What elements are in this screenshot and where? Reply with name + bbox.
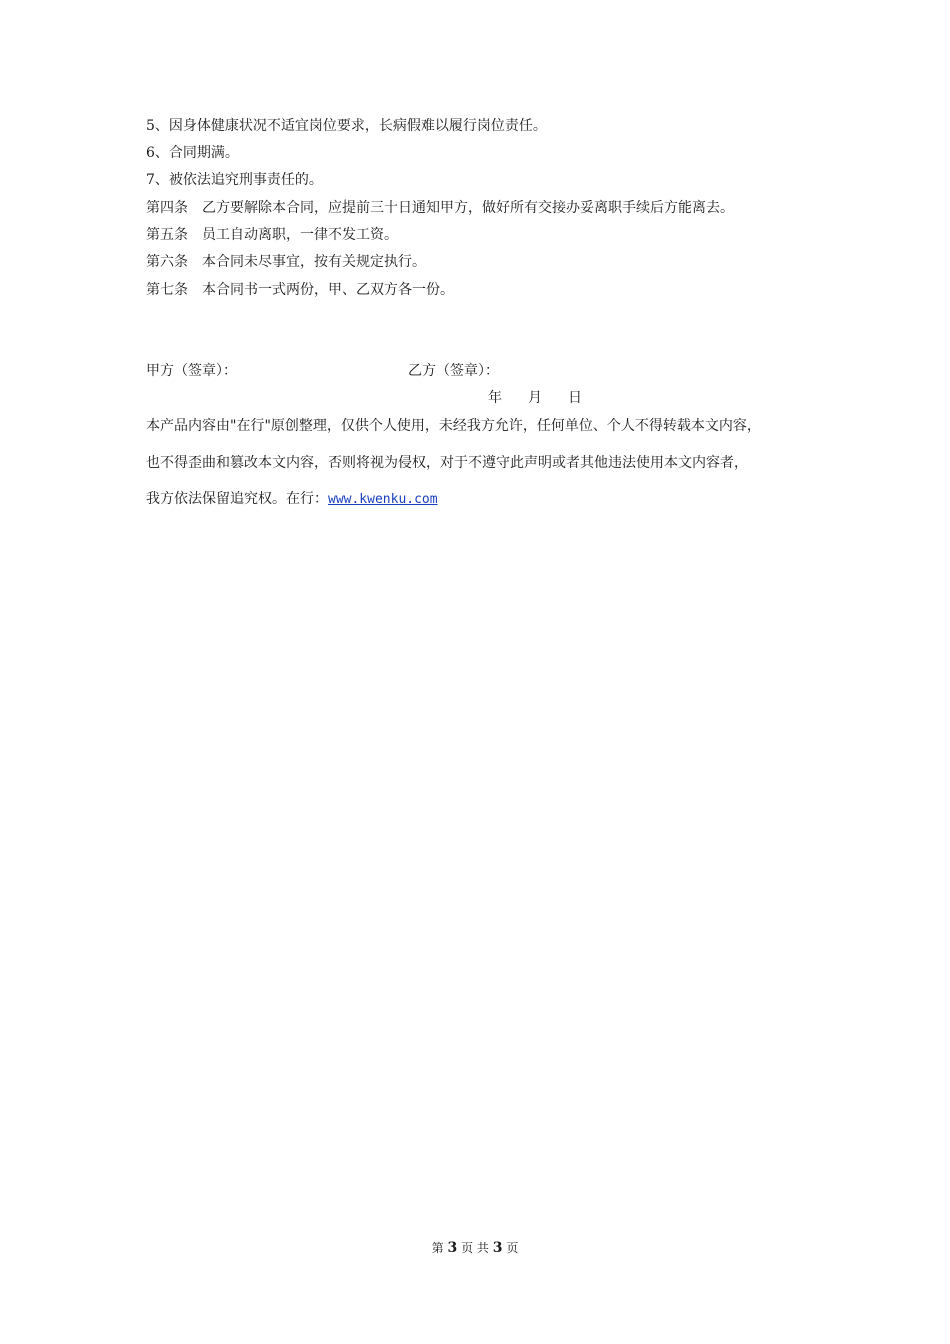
article-6: [146, 253, 426, 271]
article-text: 本合同书一式两份，甲、乙双方各一份。: [202, 282, 454, 298]
total-page-number: 3: [492, 1240, 503, 1256]
party-a-signature: 甲方（签章）：: [146, 363, 237, 379]
footer-prefix: 第: [431, 1241, 444, 1255]
article-label: 第六条: [146, 254, 188, 270]
clause-item-6: 6、合同期满。: [146, 145, 239, 161]
article-label: 第七条: [146, 282, 188, 298]
website-link[interactable]: www.kwenku.com: [328, 492, 438, 507]
clause-item-7: 7、被依法追究刑事责任的。: [146, 172, 323, 188]
article-text: 员工自动离职，一律不发工资。: [202, 227, 398, 243]
article-label: 第四条: [146, 200, 188, 216]
date-month: 月: [528, 390, 542, 406]
clause-item-5: 5、因身体健康状况不适宜岗位要求，长病假难以履行岗位责任。: [146, 118, 547, 134]
article-4: [146, 199, 734, 217]
copyright-notice-line-1: 本产品内容由"在行"原创整理，仅供个人使用，未经我方允许，任何单位、个人不得转载本文内容，: [146, 418, 761, 434]
page-footer: [0, 1240, 950, 1256]
signature-date: [488, 389, 582, 407]
party-b-signature: 乙方（签章）：: [408, 363, 499, 379]
copyright-notice-line-3: [146, 490, 438, 509]
date-day: 日: [568, 390, 582, 406]
article-text: 乙方要解除本合同，应提前三十日通知甲方，做好所有交接办妥离职手续后方能离去。: [202, 200, 734, 216]
article-7: [146, 281, 454, 299]
article-label: 第五条: [146, 227, 188, 243]
article-5: [146, 226, 398, 244]
copyright-notice-line-2: 也不得歪曲和篡改本文内容，否则将视为侵权，对于不遵守此声明或者其他违法使用本文内容者，: [146, 455, 748, 471]
date-year: 年: [488, 390, 502, 406]
footer-suffix: 页: [506, 1241, 519, 1255]
article-text: 本合同未尽事宜，按有关规定执行。: [202, 254, 426, 270]
footer-middle: 页 共: [461, 1241, 489, 1255]
copyright-notice-text: 我方依法保留追究权。在行：: [146, 491, 328, 507]
current-page-number: 3: [447, 1240, 458, 1256]
